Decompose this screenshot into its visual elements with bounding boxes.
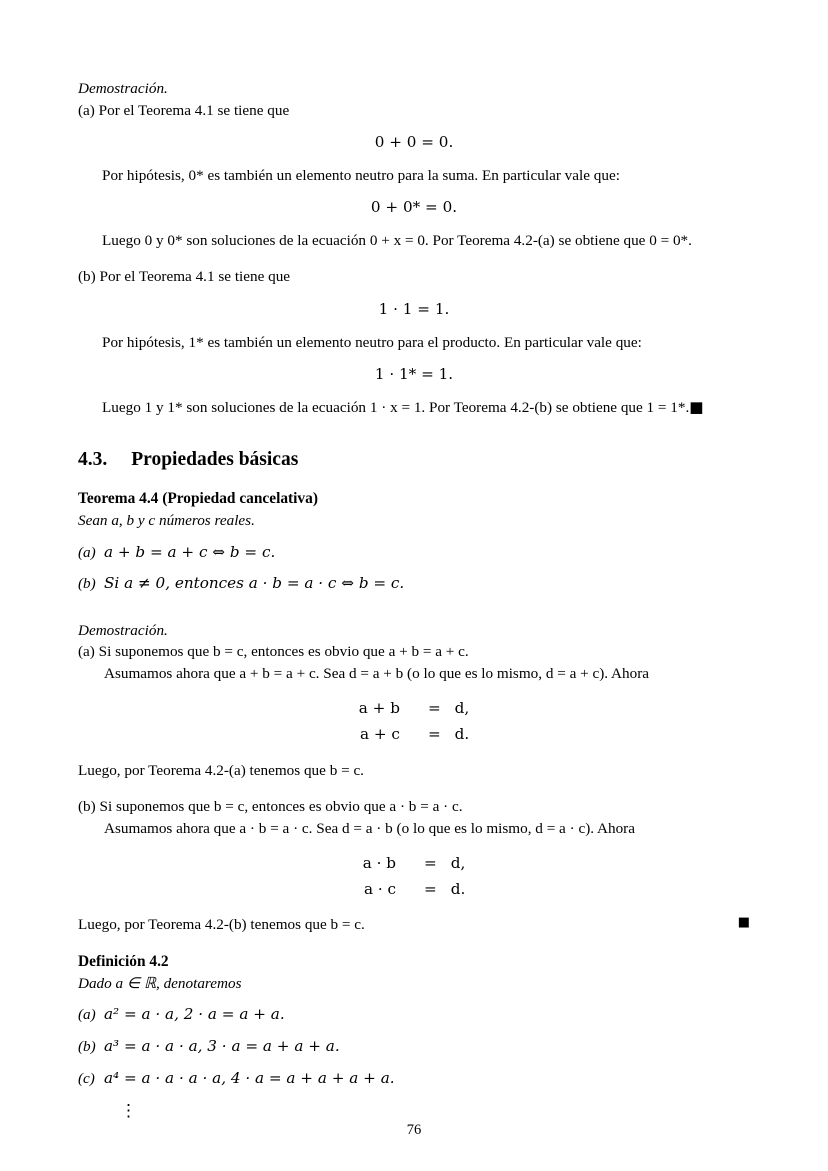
- equation-a1: 0 + 0 = 0.: [374, 133, 454, 152]
- section-number: 4.3.: [78, 449, 108, 471]
- item-label-c: (c): [78, 1069, 95, 1087]
- theorem-44-item-a: [78, 542, 750, 564]
- definition-42-item-b: [78, 1036, 750, 1058]
- proof1-text-a3: Luego 0 y 0* son soluciones de la ecuación 0 + x = 0. Por Teorema 4.2-(a) se obtiene que 0 = 0*.: [102, 231, 692, 249]
- qed-square-1: ■: [689, 397, 704, 416]
- eq-rhs: d.: [450, 879, 466, 898]
- qed-square-2: ■: [737, 915, 750, 931]
- proof2-b-conclusion-wrap: [78, 914, 750, 936]
- eq-rel: =: [423, 879, 437, 898]
- equation-array-a: [78, 696, 750, 747]
- eq-row: [359, 722, 469, 748]
- eq-lhs: a + b: [358, 699, 400, 718]
- proof2-a-conclusion: Luego, por Teorema 4.2-(a) tenemos que b = c.: [78, 761, 364, 779]
- item-label-a: (a): [78, 543, 96, 561]
- proof2-b-conclusion: Luego, por Teorema 4.2-(b) tenemos que b = c.: [78, 916, 365, 934]
- proof1-text-b3: Luego 1 y 1* son soluciones de la ecuación 1 · x = 1. Por Teorema 4.2-(b) se obtiene que 1 = 1*.: [102, 398, 690, 416]
- eq-rel: =: [427, 724, 441, 743]
- definition-42-heading: Definición 4.2: [78, 953, 169, 971]
- theorem-44-item-b: [78, 573, 750, 595]
- page-content: [78, 78, 750, 1123]
- eq-rhs: d.: [454, 724, 470, 743]
- proof1-text-b2: Por hipótesis, 1* es también un elemento neutro para el producto. En particular vale que:: [102, 333, 642, 351]
- item-label-b: (b): [78, 575, 96, 593]
- eq-row: [359, 696, 469, 722]
- eq-rel: =: [427, 699, 441, 718]
- page-number: 76: [406, 1122, 422, 1138]
- proof2-b-line1: (b) Si suponemos que b = c, entonces es obvio que a · b = a · c.: [78, 798, 463, 816]
- equation-a2: 0 + 0* = 0.: [370, 198, 458, 217]
- proof1-item-a-intro: (a) Por el Teorema 4.1 se tiene que: [78, 101, 290, 119]
- item-label-b: (b): [78, 1038, 96, 1056]
- equation-b1: 1 · 1 = 1.: [378, 300, 450, 319]
- eq-lhs: a · b: [362, 854, 396, 873]
- equation-b2: 1 · 1* = 1.: [374, 365, 454, 384]
- proof2-a-line1: (a) Si suponemos que b = c, entonces es obvio que a + b = a + c.: [78, 643, 469, 661]
- theorem-44-heading: Teorema 4.4 (Propiedad cancelativa): [78, 490, 318, 508]
- proof-heading-1: Demostración.: [78, 80, 168, 97]
- definition-42-item-a: [78, 1004, 750, 1026]
- item-text-b: Si a ≠ 0, entonces a · b = a · c ⇔ b = c.: [104, 574, 405, 593]
- proof-heading-2: Demostración.: [78, 621, 168, 639]
- vertical-dots: ⋮: [120, 1101, 137, 1121]
- item-text-b: a³ = a · a · a, 3 · a = a + a + a.: [104, 1037, 340, 1056]
- definition-42-item-c: [78, 1068, 750, 1090]
- eq-rel: =: [423, 854, 437, 873]
- proof2-b-line2: Asumamos ahora que a · b = a · c. Sea d = a · b (o lo que es lo mismo, d = a · c). Ahora: [104, 819, 635, 837]
- eq-row: [363, 877, 466, 903]
- eq-rhs: d,: [454, 699, 470, 718]
- definition-42-statement: Dado a ∈ ℝ, denotaremos: [78, 974, 242, 992]
- section-heading: [78, 446, 750, 474]
- theorem-44-statement: Sean a, b y c números reales.: [78, 511, 255, 529]
- eq-row: [363, 851, 466, 877]
- item-text-a: a² = a · a, 2 · a = a + a.: [104, 1005, 285, 1024]
- eq-rhs: d,: [450, 854, 466, 873]
- section-title: Propiedades básicas: [131, 449, 299, 471]
- item-text-c: a⁴ = a · a · a · a, 4 · a = a + a + a + a.: [104, 1068, 395, 1087]
- item-text-a: a + b = a + c ⇔ b = c.: [104, 542, 276, 561]
- proof1-text-b3-wrap: [78, 397, 750, 419]
- proof1-text-a2: Por hipótesis, 0* es también un elemento neutro para la suma. En particular vale que:: [102, 166, 620, 184]
- item-label-a: (a): [78, 1006, 96, 1024]
- proof1-item-b-intro: (b) Por el Teorema 4.1 se tiene que: [78, 268, 291, 286]
- eq-lhs: a + c: [359, 724, 400, 743]
- proof2-a-line2: Asumamos ahora que a + b = a + c. Sea d = a + b (o lo que es lo mismo, d = a + c). Ahora: [104, 664, 649, 682]
- eq-lhs: a · c: [363, 879, 396, 898]
- equation-array-b: [78, 851, 750, 902]
